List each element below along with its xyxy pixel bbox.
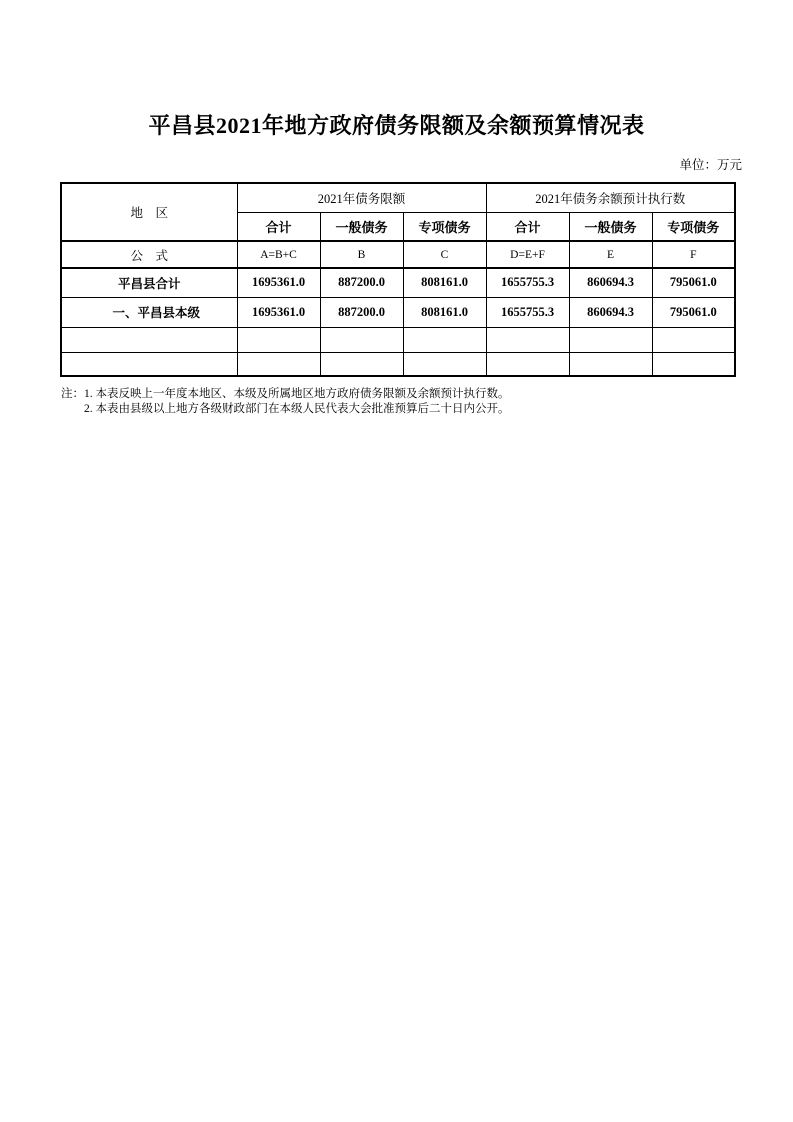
- value-cell: [486, 327, 569, 352]
- region-cell: [61, 327, 237, 352]
- footnote-1: 1. 本表反映上一年度本地区、本级及所属地区地方政府债务限额及余额预计执行数。: [84, 388, 510, 400]
- subheader-balance-special: 专项债务: [652, 212, 735, 241]
- footnotes: [61, 387, 510, 417]
- value-cell: [403, 327, 486, 352]
- value-cell: [486, 352, 569, 376]
- page-title: 平昌县2021年地方政府债务限额及余额预算情况表: [148, 113, 645, 138]
- subheader-balance-general: 一般债务: [569, 212, 652, 241]
- value-cell: 1655755.3: [486, 268, 569, 297]
- footnote-2: 2. 本表由县级以上地方各级财政部门在本级人民代表大会批准预算后二十日内公开。: [84, 403, 510, 415]
- value-cell: 860694.3: [569, 268, 652, 297]
- unit-label: 单位：万元: [679, 158, 742, 172]
- formula-cell-b: B: [320, 241, 403, 268]
- subheader-balance-total: 合计: [486, 212, 569, 241]
- debt-table: [60, 182, 736, 377]
- value-cell: [569, 327, 652, 352]
- value-cell: 860694.3: [569, 297, 652, 327]
- region-header-cell: 地 区: [61, 183, 237, 241]
- footnote-prefix: 注：: [61, 388, 84, 400]
- value-cell: 808161.0: [403, 268, 486, 297]
- value-cell: 808161.0: [403, 297, 486, 327]
- formula-label-cell: 公 式: [61, 241, 237, 268]
- value-cell: 1655755.3: [486, 297, 569, 327]
- formula-cell-e: E: [569, 241, 652, 268]
- group-header-debt-limit: 2021年债务限额: [237, 183, 486, 212]
- formula-row: [61, 241, 735, 268]
- value-cell: [320, 352, 403, 376]
- table-row-empty: [61, 352, 735, 376]
- region-cell: 一、平昌县本级: [61, 297, 237, 327]
- value-cell: [320, 327, 403, 352]
- subheader-limit-general: 一般债务: [320, 212, 403, 241]
- value-cell: [569, 352, 652, 376]
- value-cell: 887200.0: [320, 268, 403, 297]
- value-cell: 1695361.0: [237, 297, 320, 327]
- value-cell: 795061.0: [652, 297, 735, 327]
- region-cell: [61, 352, 237, 376]
- value-cell: 887200.0: [320, 297, 403, 327]
- formula-cell-c: C: [403, 241, 486, 268]
- value-cell: [237, 352, 320, 376]
- value-cell: 795061.0: [652, 268, 735, 297]
- table-row-county-level: [61, 297, 735, 327]
- table-row-county-total: [61, 268, 735, 297]
- group-header-debt-balance: 2021年债务余额预计执行数: [486, 183, 735, 212]
- region-cell: 平昌县合计: [61, 268, 237, 297]
- value-cell: 1695361.0: [237, 268, 320, 297]
- value-cell: [403, 352, 486, 376]
- subheader-limit-special: 专项债务: [403, 212, 486, 241]
- table-row-empty: [61, 327, 735, 352]
- value-cell: [652, 352, 735, 376]
- formula-cell-d: D=E+F: [486, 241, 569, 268]
- formula-cell-a: A=B+C: [237, 241, 320, 268]
- table-header-group-row: [61, 183, 735, 212]
- subheader-limit-total: 合计: [237, 212, 320, 241]
- value-cell: [652, 327, 735, 352]
- formula-cell-f: F: [652, 241, 735, 268]
- value-cell: [237, 327, 320, 352]
